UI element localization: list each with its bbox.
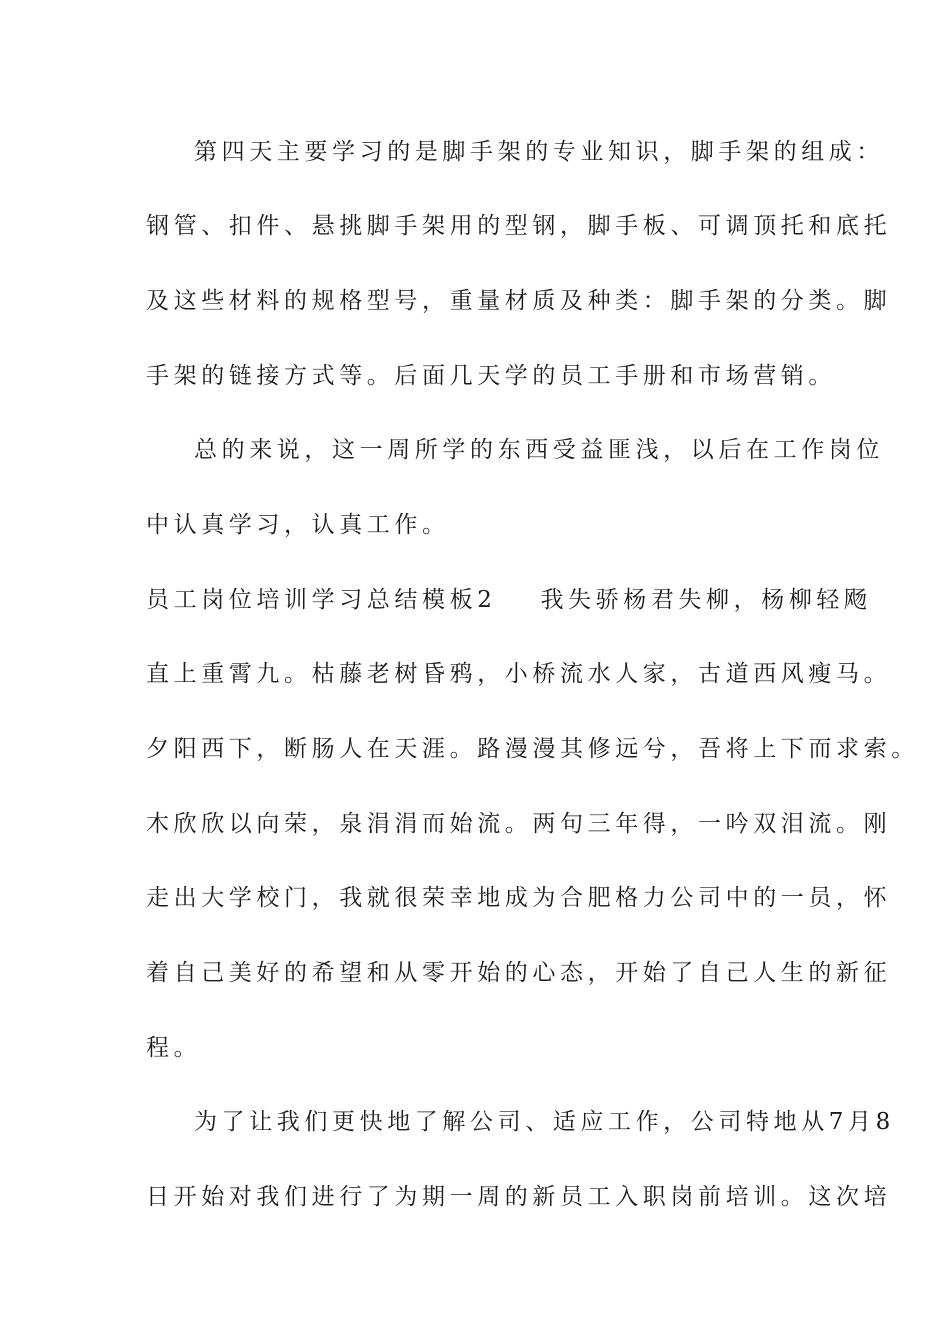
section-heading-line [146,585,872,615]
paragraph-line: 为了让我们更快地了解公司、适应工作，公司特地从7月8 [194,1109,895,1135]
paragraph-line: 夕阳西下，断肠人在天涯。路漫漫其修远兮，吾将上下而求索。 [146,736,919,762]
paragraph-line: 着自己美好的希望和从零开始的心态，开始了自己人生的新征 [146,960,892,986]
paragraph-line: 第四天主要学习的是脚手架的专业知识，脚手架的组成： [194,139,884,165]
paragraph-line: 日开始对我们进行了为期一周的新员工入职岗前培训。这次培 [146,1184,892,1210]
paragraph-line: 走出大学校门，我就很荣幸地成为合肥格力公司中的一员，怀 [146,885,892,911]
paragraph-line: 钢管、扣件、悬挑脚手架用的型钢，脚手板、可调顶托和底托 [146,213,892,239]
section-heading: 员工岗位培训学习总结模板2 [146,587,497,613]
paragraph-line: 手架的链接方式等。后面几天学的员工手册和市场营销。 [146,363,836,389]
paragraph-line: 直上重霄九。枯藤老树昏鸦，小桥流水人家，古道西风瘦马。 [146,661,892,687]
paragraph-line: 中认真学习，认真工作。 [146,512,450,538]
paragraph-text: 我失骄杨君失柳，杨柳轻飏 [540,587,872,613]
paragraph-line: 程。 [146,1035,202,1061]
paragraph-line: 总的来说，这一周所学的东西受益匪浅，以后在工作岗位 [194,437,884,463]
paragraph-line: 及这些材料的规格型号，重量材质及种类：脚手架的分类。脚 [146,288,892,314]
paragraph-line: 木欣欣以向荣，泉涓涓而始流。两句三年得，一吟双泪流。刚 [146,811,892,837]
